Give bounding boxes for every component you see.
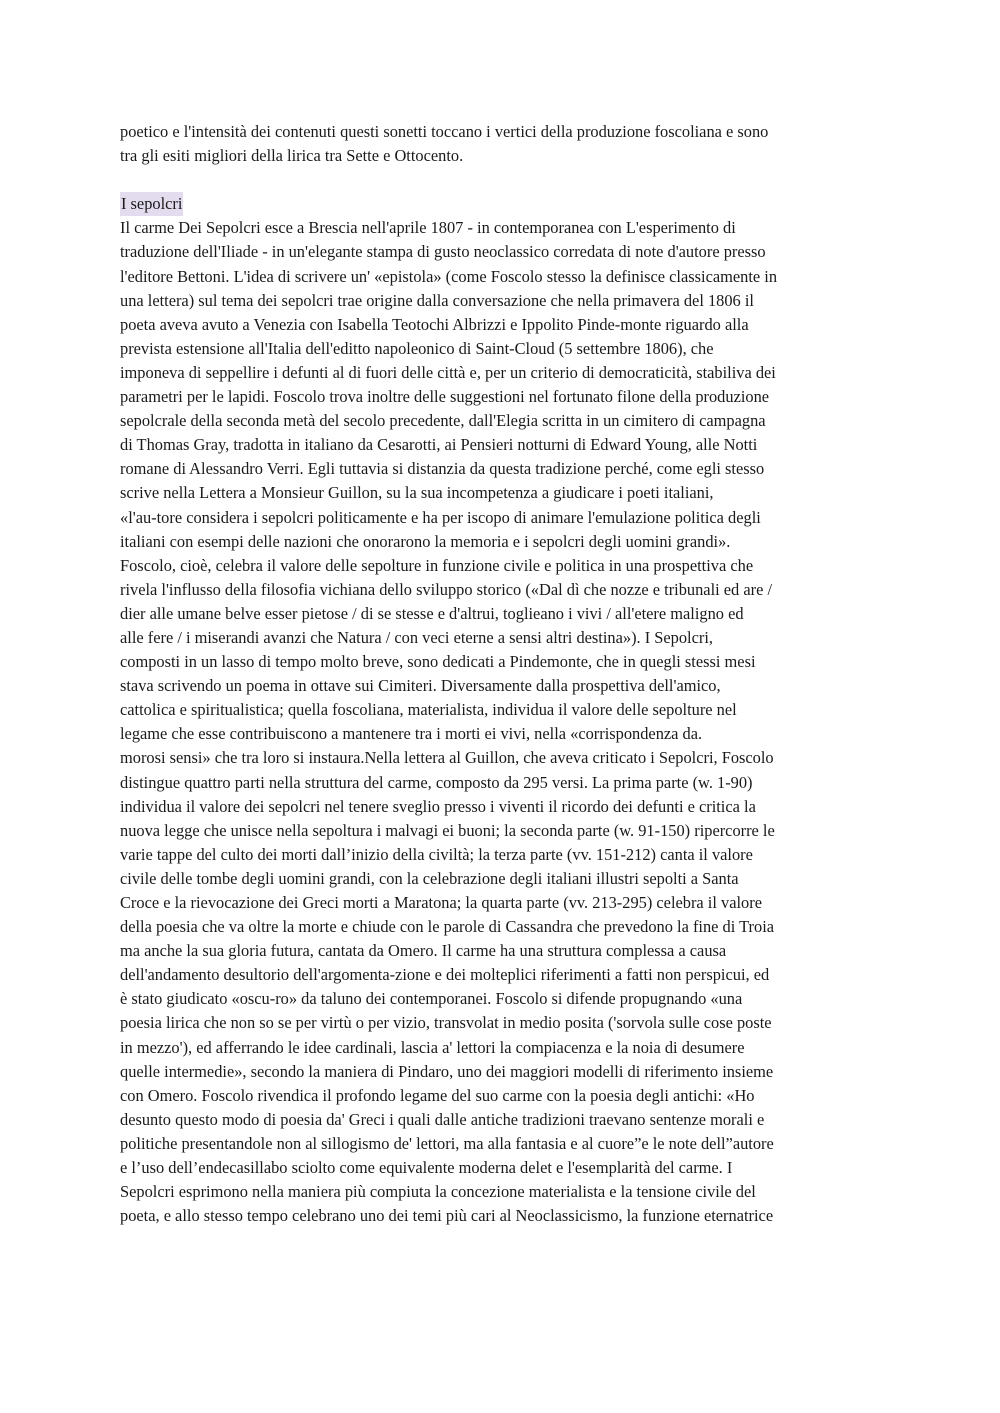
text-line: romane di Alessandro Verri. Egli tuttavia si distanzia da questa tradizione perché, come egli stesso xyxy=(120,459,765,479)
text-line: poetico e l'intensità dei contenuti questi sonetti toccano i vertici della produzione foscoliana e sono xyxy=(120,122,769,141)
text-line: varie tappe del culto dei morti dall’inizio della civiltà; la terza parte (vv. 151-212) canta il valore xyxy=(120,844,753,864)
text-line: con Omero. Foscolo rivendica il profondo legame del suo carme con la poesia degli antichi: «Ho xyxy=(120,1085,755,1105)
text-line: in mezzo'), ed afferrando le idee cardinali, lascia a' lettori la compiacenza e la noia di desumere xyxy=(120,1037,745,1057)
text-line: rivela l'influsso della filosofia vichiana dello sviluppo storico («Dal dì che nozze e tribunali ed are / xyxy=(120,579,772,599)
text-line: «l'au-tore considera i sepolcri politicamente e ha per iscopo di animare l'emulazione politica degli xyxy=(120,507,761,527)
text-line: una lettera) sul tema dei sepolcri trae origine dalla conversazione che nella primavera del 1806 il xyxy=(120,290,754,310)
text-line: tra gli esiti migliori della lirica tra Sette e Ottocento. xyxy=(120,146,464,166)
document-page xyxy=(120,120,882,1228)
section-heading: I sepolcri xyxy=(120,192,183,216)
text-line: distingue quattro parti nella struttura del carme, composto da 295 versi. La prima parte (w. 1-90) xyxy=(120,772,753,792)
text-line: composti in un lasso di tempo molto breve, sono dedicati a Pindemonte, che in quegli stessi mesi xyxy=(120,652,756,672)
text-line: sepolcrale della seconda metà del secolo precedente, dall'Elegia scritta in un cimitero di campagna xyxy=(120,411,766,431)
text-line: italiani con esempi delle nazioni che onorarono la memoria e i sepolcri degli uomini grandi». xyxy=(120,531,731,551)
text-line: alle fere / i miserandi avanzi che Natura / con veci eterne a sensi altri destina»). I Sepolcri, xyxy=(120,627,713,647)
text-line: legame che esse contribuiscono a mantenere tra i morti ei vivi, nella «corrispondenza da. xyxy=(120,724,703,744)
section-body xyxy=(120,216,882,1228)
text-line: Sepolcri esprimono nella maniera più compiuta la concezione materialista e la tensione civile del xyxy=(120,1182,756,1202)
text-line: traduzione dell'Iliade - in un'elegante stampa di gusto neoclassico corredata di note d'autore presso xyxy=(120,242,766,262)
text-line: scrive nella Lettera a Monsieur Guillon, su la sua incompetenza a giudicare i poeti italiani, xyxy=(120,483,714,503)
text-line: stava scrivendo un poema in ottave sui Cimiteri. Diversamente dalla prospettiva dell'amico, xyxy=(120,676,721,696)
text-line: civile delle tombe degli uomini grandi, con la celebrazione degli italiani illustri sepolti a Santa xyxy=(120,868,739,888)
section-heading-row xyxy=(120,192,882,216)
text-line: nuova legge che unisce nella sepoltura i malvagi ei buoni; la seconda parte (w. 91-150) ripercorre le xyxy=(120,820,775,840)
paragraph-gap xyxy=(120,168,882,192)
text-line: l'editore Bettoni. L'idea di scrivere un' «epistola» (come Foscolo stesso la definisce classicamente in xyxy=(120,266,778,286)
text-line: desunto questo modo di poesia da' Greci i quali dalle antiche tradizioni traevano sentenze morali e xyxy=(120,1109,765,1129)
text-line: della poesia che va oltre la morte e chiude con le parole di Cassandra che prevedono la fine di Troia xyxy=(120,917,775,937)
text-line: poeta, e allo stesso tempo celebrano uno dei temi più cari al Neoclassicismo, la funzione eternatrice xyxy=(120,1206,774,1226)
text-line: è stato giudicato «oscu-ro» da taluno dei contemporanei. Foscolo si difende propugnando «una xyxy=(120,989,743,1009)
text-line: prevista estensione all'Italia dell'editto napoleonico di Saint-Cloud (5 settembre 1806), che xyxy=(120,338,714,358)
text-line: individua il valore dei sepolcri nel tenere sveglio presso i viventi il ricordo dei defunti e critica la xyxy=(120,796,756,816)
text-line: cattolica e spiritualistica; quella foscoliana, materialista, individua il valore delle sepolture nel xyxy=(120,700,737,720)
text-line: quelle intermedie», secondo la maniera di Pindaro, uno dei maggiori modelli di riferimento insieme xyxy=(120,1061,774,1081)
text-line: Il carme Dei Sepolcri esce a Brescia nell'aprile 1807 - in contemporanea con L'esperimento di xyxy=(120,218,736,238)
text-line: ma anche la sua gloria futura, cantata da Omero. Il carme ha una struttura complessa a causa xyxy=(120,941,727,961)
intro-paragraph xyxy=(120,120,882,168)
text-line: dier alle umane belve esser pietose / di se stesse e d'altrui, toglieano i vivi / all'etere maligno ed xyxy=(120,603,744,623)
text-line: Foscolo, cioè, celebra il valore delle sepolture in funzione civile e politica in una prospettiva che xyxy=(120,555,754,575)
text-line: morosi sensi» che tra loro si instaura.Nella lettera al Guillon, che aveva criticato i Sepolcri, Foscolo xyxy=(120,748,774,768)
text-line: politiche presentandole non al sillogismo de' lettori, ma alla fantasia e al cuore”e le note dell”autore xyxy=(120,1133,774,1153)
text-line: dell'andamento desultorio dell'argomenta-zione e dei molteplici riferimenti a fatti non perspicui, ed xyxy=(120,965,770,985)
text-line: imponeva di seppellire i defunti al di fuori delle città e, per un criterio di democraticità, stabiliva dei xyxy=(120,362,776,382)
text-line: e l’uso dell’endecasillabo sciolto come equivalente moderna delet e l'esemplarità del carme. I xyxy=(120,1158,733,1178)
text-line: parametri per le lapidi. Foscolo trova inoltre delle suggestioni nel fortunato filone della produzione xyxy=(120,387,770,407)
text-line: di Thomas Gray, tradotta in italiano da Cesarotti, ai Pensieri notturni di Edward Young, alle Notti xyxy=(120,435,758,455)
text-line: poesia lirica che non so se per virtù o per vizio, transvolat in medio posita ('sorvola sulle cose poste xyxy=(120,1013,772,1033)
text-line: poeta aveva avuto a Venezia con Isabella Teotochi Albrizzi e Ippolito Pinde-monte riguardo alla xyxy=(120,314,749,334)
text-line: Croce e la rievocazione dei Greci morti a Maratona; la quarta parte (vv. 213-295) celebra il valore xyxy=(120,893,762,912)
